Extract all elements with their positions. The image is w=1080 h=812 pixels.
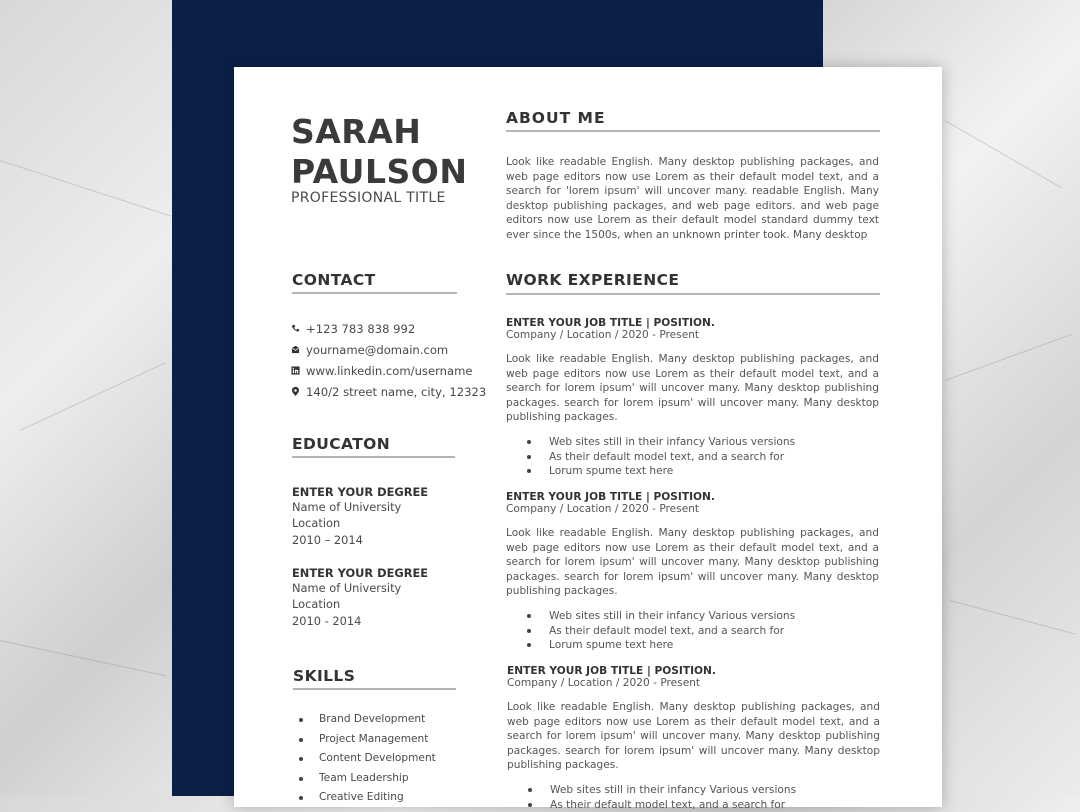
job-bullet: Web sites still in their infancy Various versions [528,783,880,798]
education-years: 2010 – 2014 [292,532,363,547]
job-bullets [527,435,879,479]
job-title: ENTER YOUR JOB TITLE | POSITION. [506,491,715,503]
first-name: SARAH [291,112,422,151]
university-location: Location [292,597,341,612]
job-bullets [528,783,880,812]
job-title: ENTER YOUR JOB TITLE | POSITION. [507,665,716,677]
job-entry [507,665,880,812]
job-title: ENTER YOUR JOB TITLE | POSITION. [506,317,715,329]
contact-heading: CONTACT [292,271,376,289]
skills-list [293,710,473,808]
job-entry [506,317,879,479]
skills-heading: SKILLS [293,667,356,685]
skill-item: Creative Editing [293,788,473,808]
contact-phone [291,318,491,339]
contact-phone-text: +123 783 838 992 [306,321,416,336]
job-bullet: Web sites still in their infancy Various versions [527,609,879,624]
last-name: PAULSON [291,152,468,191]
work-heading: WORK EXPERIENCE [506,271,680,289]
job-bullet: Lorum spume text here [527,464,879,479]
education-divider [292,456,455,458]
job-subtitle: Company / Location / 2020 - Present [506,503,700,515]
contact-email-text: yourname@domain.com [306,342,449,357]
job-description: Look like readable English. Many desktop publishing packages, and web page editors now use Lorem as their default model text, and a search for lorem ipsum' will uncover many. Many desktop publishing packages. search for lorem ipsum' will uncover many. Many desktop publishing packages. [507,701,880,772]
contact-divider [292,292,457,294]
skills-divider [293,688,456,690]
about-heading: ABOUT ME [506,109,606,127]
email-icon [291,345,300,354]
job-bullets [527,609,879,653]
university-name: Name of University [292,500,402,514]
skill-item: Team Leadership [293,769,473,789]
education-heading: EDUCATON [292,435,391,453]
job-bullet: Web sites still in their infancy Various versions [527,435,879,450]
job-bullet: As their default model text, and a search for [527,624,879,639]
contact-linkedin [291,360,491,381]
degree-title: ENTER YOUR DEGREE [292,485,429,499]
job-bullet: Lorum spume text here [527,638,879,653]
contact-address [291,381,491,402]
skill-item: Content Development [293,749,473,769]
education-entry [292,485,482,548]
location-icon [291,387,300,396]
job-bullet: As their default model text, and a search for [528,798,880,812]
job-description: Look like readable English. Many desktop publishing packages, and web page editors now use Lorem as their default model text, and a search for lorem ipsum' will uncover many. Many desktop publishing packages. search for lorem ipsum' will uncover many. Many desktop publishing packages. [506,353,879,424]
about-divider [506,130,880,132]
contact-linkedin-text: www.linkedin.com/username [306,363,473,378]
job-description: Look like readable English. Many desktop publishing packages, and web page editors now use Lorem as their default model text, and a search for lorem ipsum' will uncover many. Many desktop publishing packages. search for lorem ipsum' will uncover many. Many desktop publishing packages. [506,527,879,598]
contact-email [291,339,491,360]
degree-title: ENTER YOUR DEGREE [292,566,429,580]
education-entry [292,566,482,629]
candidate-name [291,112,481,192]
linkedin-icon [291,366,300,375]
job-subtitle: Company / Location / 2020 - Present [507,677,701,689]
education-years: 2010 - 2014 [292,613,362,628]
job-bullet: As their default model text, and a search for [527,450,879,465]
university-name: Name of University [292,581,402,595]
job-subtitle: Company / Location / 2020 - Present [506,329,700,341]
university-location: Location [292,516,341,531]
skill-item: Project Management [293,730,473,750]
skill-item: Brand Development [293,710,473,730]
phone-icon [291,324,300,333]
resume-page [234,67,942,811]
professional-title: PROFESSIONAL TITLE [291,190,446,206]
job-entry [506,491,879,653]
contact-list [291,318,491,402]
about-text: Look like readable English. Many desktop publishing packages, and web page editors now use Lorem as their default model text, and a search for 'lorem ipsum' will uncover many. readable English. Many desktop publishing packages, and web page editors. and web page editors now use Lorem as their default model standard dummy text ever since the 1500s, when an unknown printer took. Many desktop [506,156,879,241]
work-divider [506,293,880,295]
contact-address-text: 140/2 street name, city, 12323 [306,384,487,399]
